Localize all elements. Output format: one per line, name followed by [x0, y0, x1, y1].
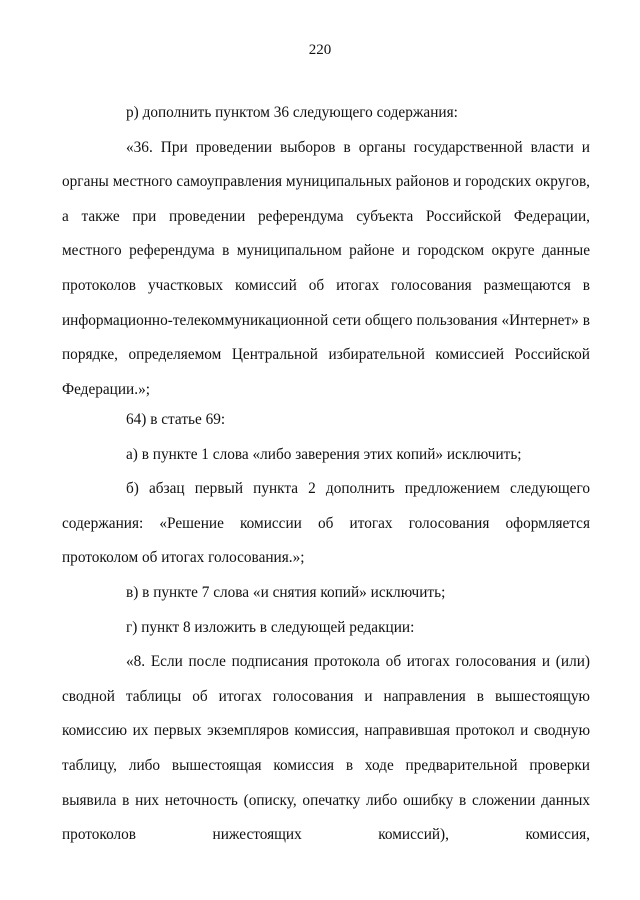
paragraph: р) дополнить пунктом 36 следующего содержания:	[126, 104, 458, 121]
paragraph: а) в пункте 1 слова «либо заверения этих копий» исключить;	[126, 445, 522, 463]
paragraph: в) в пункте 7 слова «и снятия копий» исключить;	[126, 584, 446, 601]
paragraph: «36. При проведении выборов в органы государственной власти и органы местного самоуправления муниципальных районов и городских округов, а также при проведении референдума субъекта Российской Федерации, местного референдума в муниципальном районе и городском округе данные протоколов участковых комиссий об итогах голосования размещаются в информационно-телекоммуникационной сети общего пользования «Интернет» в порядке, определяемом Центральной избирательной комиссией Российской Федерации.»;	[62, 138, 590, 398]
paragraph: б) абзац первый пункта 2 дополнить предложением следующего содержания: «Решение комиссии об итогах голосования оформляется протоколом об итогах голосования.»;	[62, 480, 590, 567]
paragraph: г) пункт 8 изложить в следующей редакции:	[126, 618, 415, 636]
paragraph: 64) в статье 69:	[126, 411, 226, 428]
page-number: 220	[308, 42, 332, 58]
paragraph: «8. Если после подписания протокола об итогах голосования и (или) сводной таблицы об итогах голосования и направления в вышестоящую комиссию их первых экземпляров комиссия, направившая протокол и сводную таблицу, либо вышестоящая комиссия в ходе предварительной проверки выявила в них неточность (описку, опечатку либо ошибку в сложении данных протоколов нижестоящих комиссий), комиссия,	[62, 653, 590, 844]
